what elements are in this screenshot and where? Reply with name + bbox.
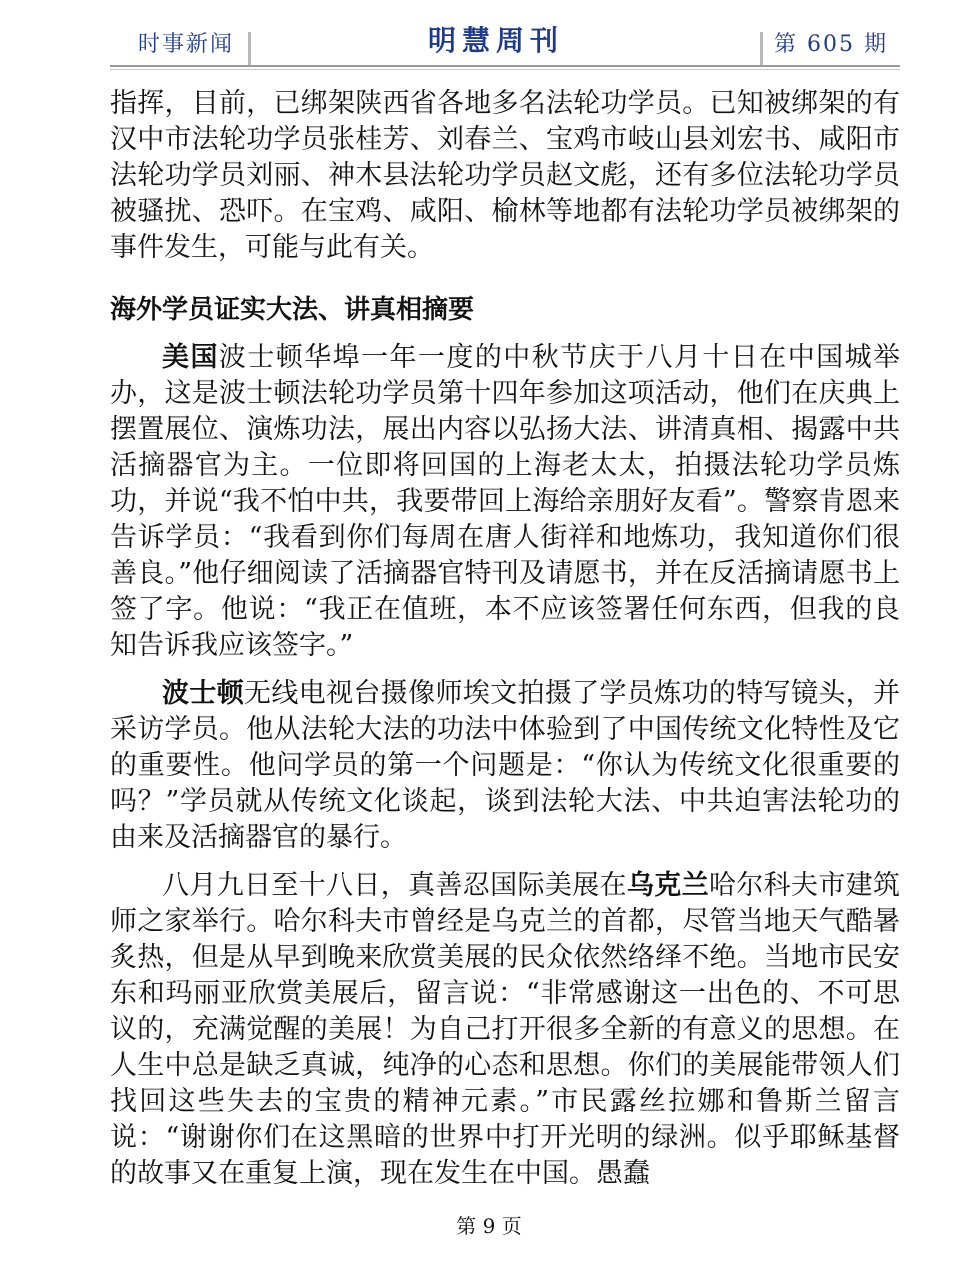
paragraph — [110, 340, 900, 664]
page-number: 第 9 页 — [456, 1214, 522, 1238]
header-divider — [248, 32, 251, 66]
header-rule — [110, 65, 900, 67]
paragraph — [110, 676, 900, 856]
paragraph-text: 指挥，目前，已绑架陕西省各地多名法轮功学员。已知被绑架的有汉中市法轮功学员张桂芳、刘春兰、宝鸡市岐山县刘宏书、咸阳市法轮功学员刘丽、神木县法轮功学员赵文彪，还有多位法轮功学员被骚扰、恐吓。在宝鸡、咸阳、榆林等地都有法轮功学员被绑架的事件发生，可能与此有关。 — [110, 88, 900, 263]
article-body — [110, 86, 900, 1192]
page-header — [110, 22, 900, 66]
place-highlight: 乌克兰 — [626, 870, 709, 901]
place-highlight: 美国 — [162, 342, 219, 373]
paragraph — [110, 868, 900, 1192]
paragraph-text: 波士顿华埠一年一度的中秋节庆于八月十日在中国城举办，这是波士顿法轮功学员第十四年参加这项活动，他们在庆典上摆置展位、演炼功法，展出内容以弘扬大法、讲清真相、揭露中共活摘器官为主。一位即将回国的上海老太太，拍摄法轮功学员炼功，并说“我不怕中共，我要带回上海给亲朋好友看”。警察肯恩来告诉学员：“我看到你们每周在唐人街祥和地炼功，我知道你们很善良。”他仔细阅读了活摘器官特刊及请愿书，并在反活摘请愿书上签了字。他说：“我正在值班，本不应该签署任何东西，但我的良知告诉我应该签字。” — [110, 342, 901, 661]
paragraph-text: 哈尔科夫市建筑师之家举行。哈尔科夫市曾经是乌克兰的首都，尽管当地天气酷暑炙热，但是从早到晚来欣赏美展的民众依然络绎不绝。当地市民安东和玛丽亚欣赏美展后，留言说：“非常感谢这一出色的、不可思议的，充满觉醒的美展！为自己打开很多全新的有意义的思想。在人生中总是缺乏真诚，纯净的心态和思想。你们的美展能带领人们找回这些失去的宝贵的精神元素。”市民露丝拉娜和鲁斯兰留言说：“谢谢你们在这黑暗的世界中打开光明的绿洲。似乎耶稣基督的故事又在重复上演，现在发生在中国。愚蠢 — [110, 870, 901, 1189]
paragraph-text: 无线电视台摄像师埃文拍摄了学员炼功的特写镜头，并采访学员。他从法轮大法的功法中体验到了中国传统文化特性及它的重要性。他问学员的第一个问题是：“你认为传统文化很重要的吗？”学员就从传统文化谈起，谈到法轮大法、中共迫害法轮功的由来及活摘器官的暴行。 — [110, 678, 901, 853]
section-label: 时事新闻 — [138, 32, 235, 57]
paragraph — [110, 86, 900, 266]
place-highlight: 波士顿 — [162, 678, 245, 709]
paragraph-text: 八月九日至十八日，真善忍国际美展在 — [162, 870, 627, 901]
publication-title: 明慧周刊 — [428, 24, 565, 57]
section-heading: 海外学员证实大法、讲真相摘要 — [110, 295, 475, 325]
header-rule — [110, 69, 900, 70]
header-divider — [760, 32, 763, 66]
issue-number: 第 605 期 — [774, 32, 888, 57]
